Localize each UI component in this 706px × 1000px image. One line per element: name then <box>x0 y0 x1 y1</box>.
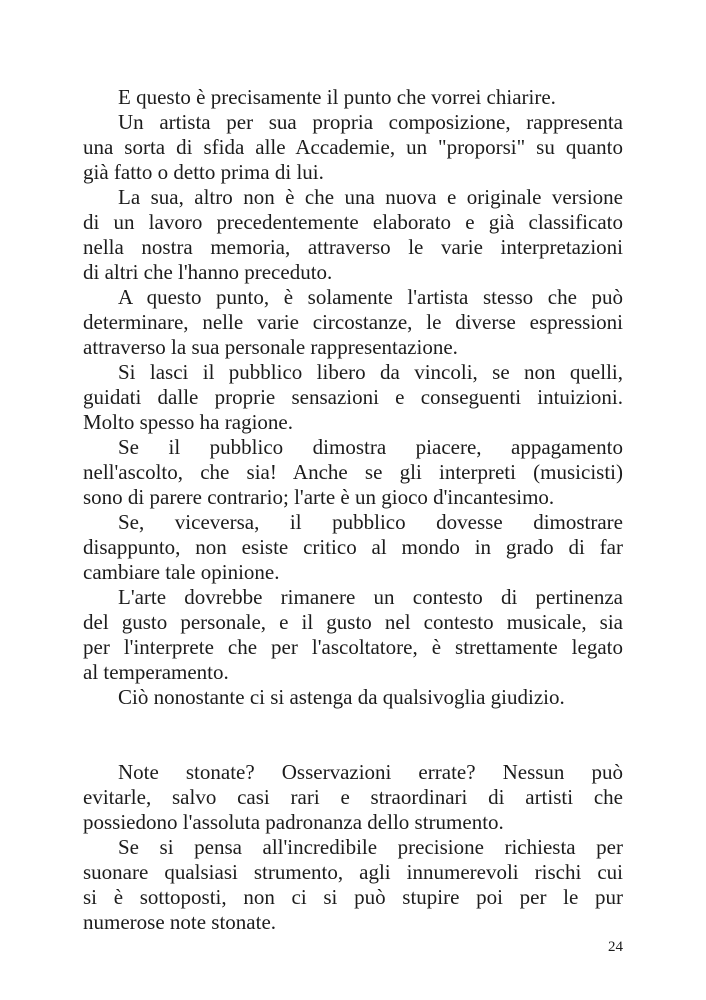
paragraph <box>83 110 623 185</box>
page-number: 24 <box>608 939 623 955</box>
text-line: evitarle, salvo casi rari e straordinari di artisti che <box>83 785 623 809</box>
text-line: nella nostra memoria, attraverso le varie interpretazioni <box>83 235 623 259</box>
text-line: numerose note stonate. <box>83 910 277 934</box>
paragraph <box>83 85 623 110</box>
text-line: Se il pubblico dimostra piacere, appagamento <box>118 435 623 459</box>
section-break <box>83 710 623 760</box>
paragraph <box>83 685 623 710</box>
text-line: Note stonate? Osservazioni errate? Nessun può <box>118 760 623 784</box>
text-line: guidati dalle proprie sensazioni e conseguenti intuizioni. <box>83 385 623 409</box>
text-line: E questo è precisamente il punto che vorrei chiarire. <box>118 85 556 109</box>
text-line: L'arte dovrebbe rimanere un contesto di pertinenza <box>118 585 623 609</box>
text-line: di un lavoro precedentemente elaborato e già classificato <box>83 210 623 234</box>
text-line: A questo punto, è solamente l'artista stesso che può <box>118 285 623 309</box>
text-line: disappunto, non esiste critico al mondo in grado di far <box>83 535 623 559</box>
paragraph <box>83 760 623 835</box>
text-line: nell'ascolto, che sia! Anche se gli interpreti (musicisti) <box>83 460 623 484</box>
text-line: del gusto personale, e il gusto nel contesto musicale, sia <box>83 610 623 634</box>
text-line: suonare qualsiasi strumento, agli innumerevoli rischi cui <box>83 860 623 884</box>
text-line: sono di parere contrario; l'arte è un gioco d'incantesimo. <box>83 485 555 509</box>
body-text <box>83 85 623 935</box>
text-line: attraverso la sua personale rappresentazione. <box>83 335 458 359</box>
text-line: Si lasci il pubblico libero da vincoli, se non quelli, <box>118 360 623 384</box>
text-line: determinare, nelle varie circostanze, le diverse espressioni <box>83 310 623 334</box>
paragraph <box>83 360 623 435</box>
paragraph <box>83 285 623 360</box>
text-line: già fatto o detto prima di lui. <box>83 160 324 184</box>
paragraph <box>83 435 623 510</box>
paragraph <box>83 510 623 585</box>
text-line: per l'interprete che per l'ascoltatore, è strettamente legato <box>83 635 623 659</box>
text-line: Se, viceversa, il pubblico dovesse dimostrare <box>118 510 623 534</box>
text-line: possiedono l'assoluta padronanza dello strumento. <box>83 810 504 834</box>
text-line: Un artista per sua propria composizione, rappresenta <box>118 110 623 134</box>
text-line: Molto spesso ha ragione. <box>83 410 293 434</box>
paragraph <box>83 185 623 285</box>
paragraph <box>83 835 623 935</box>
text-line: si è sottoposti, non ci si può stupire poi per le pur <box>83 885 623 909</box>
paragraph <box>83 585 623 685</box>
text-line: di altri che l'hanno preceduto. <box>83 260 333 284</box>
text-line: Se si pensa all'incredibile precisione richiesta per <box>118 835 623 859</box>
text-line: La sua, altro non è che una nuova e originale versione <box>118 185 623 209</box>
text-line: una sorta di sfida alle Accademie, un "proporsi" su quanto <box>83 135 623 159</box>
text-line: Ciò nonostante ci si astenga da qualsivoglia giudizio. <box>118 685 565 709</box>
text-line: al temperamento. <box>83 660 229 684</box>
text-line: cambiare tale opinione. <box>83 560 280 584</box>
